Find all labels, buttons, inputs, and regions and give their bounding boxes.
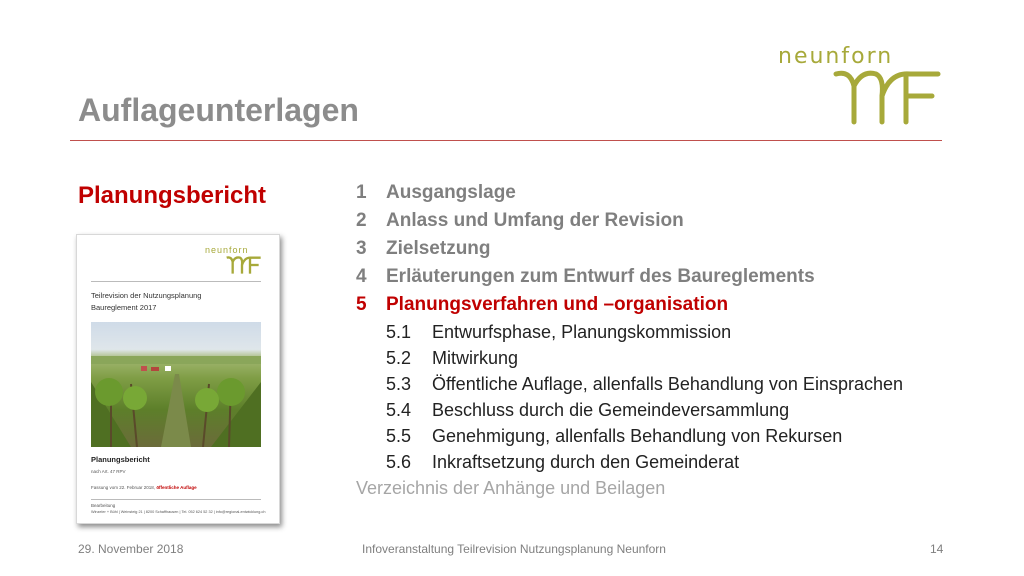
doc-version-status: öffentliche Auflage [156, 485, 197, 490]
doc-version-prefix: Fassung vom 22. Februar 2018, [91, 485, 156, 490]
logo-mark-icon [832, 66, 944, 126]
footer-page-number: 14 [930, 542, 944, 556]
vineyard-illustration [91, 322, 261, 447]
toc-appendix: Verzeichnis der Anhänge und Beilagen [356, 478, 666, 498]
title-divider [70, 140, 942, 141]
doc-divider [91, 281, 261, 282]
section-title: Planungsbericht [78, 182, 267, 209]
footer-date: 29. November 2018 [78, 542, 184, 556]
toc-subitem-5-2: 5.2 Mitwirkung [386, 348, 519, 368]
doc-basis: nach Art. 47 RPV [91, 469, 126, 474]
toc-subitem-5-1: 5.1 Entwurfsphase, Planungskommission [386, 322, 732, 342]
toc-item-2: 2 Anlass und Umfang der Revision [356, 210, 684, 231]
doc-author-text: Winzeler + Bühl | Weinsteig 21 | 8200 Schaffhausen | Tel. 052 624 52 32 | info@regional-entwicklung.ch [91, 510, 266, 514]
doc-version [91, 485, 197, 490]
vineyard-photo [91, 322, 261, 447]
slide-title: Auflageunterlagen [78, 92, 359, 128]
doc-title-line2: Baureglement 2017 [91, 303, 157, 312]
toc-subitem-5-3: 5.3 Öffentliche Auflage, allenfalls Behandlung von Einsprachen [386, 374, 903, 394]
toc-item-4: 4 Erläuterungen zum Entwurf des Baureglements [356, 266, 815, 287]
doc-logo-mark-icon [225, 255, 263, 275]
toc-subitem-5-5: 5.5 Genehmigung, allenfalls Behandlung von Rekursen [386, 426, 843, 446]
footer-event-title: Infoveranstaltung Teilrevision Nutzungsplanung Neunforn [362, 542, 666, 556]
logo-text: neunforn [778, 44, 894, 69]
toc-subitem-5-6: 5.6 Inkraftsetzung durch den Gemeinderat [386, 452, 740, 472]
doc-heading: Planungsbericht [91, 455, 150, 464]
toc-item-3: 3 Zielsetzung [356, 238, 491, 259]
toc-item-1: 1 Ausgangslage [356, 182, 516, 203]
doc-logo-text: neunforn [205, 245, 249, 255]
toc-subitem-5-4: 5.4 Beschluss durch die Gemeindeversammlung [386, 400, 790, 420]
report-cover-preview [76, 234, 280, 524]
toc-item-5-active: 5 Planungsverfahren und –organisation [356, 294, 729, 315]
doc-title-line1: Teilrevision der Nutzungsplanung [91, 291, 202, 300]
doc-author-label: Bearbeitung [91, 503, 116, 508]
doc-footer-divider [91, 499, 261, 500]
neunforn-logo [778, 44, 948, 128]
